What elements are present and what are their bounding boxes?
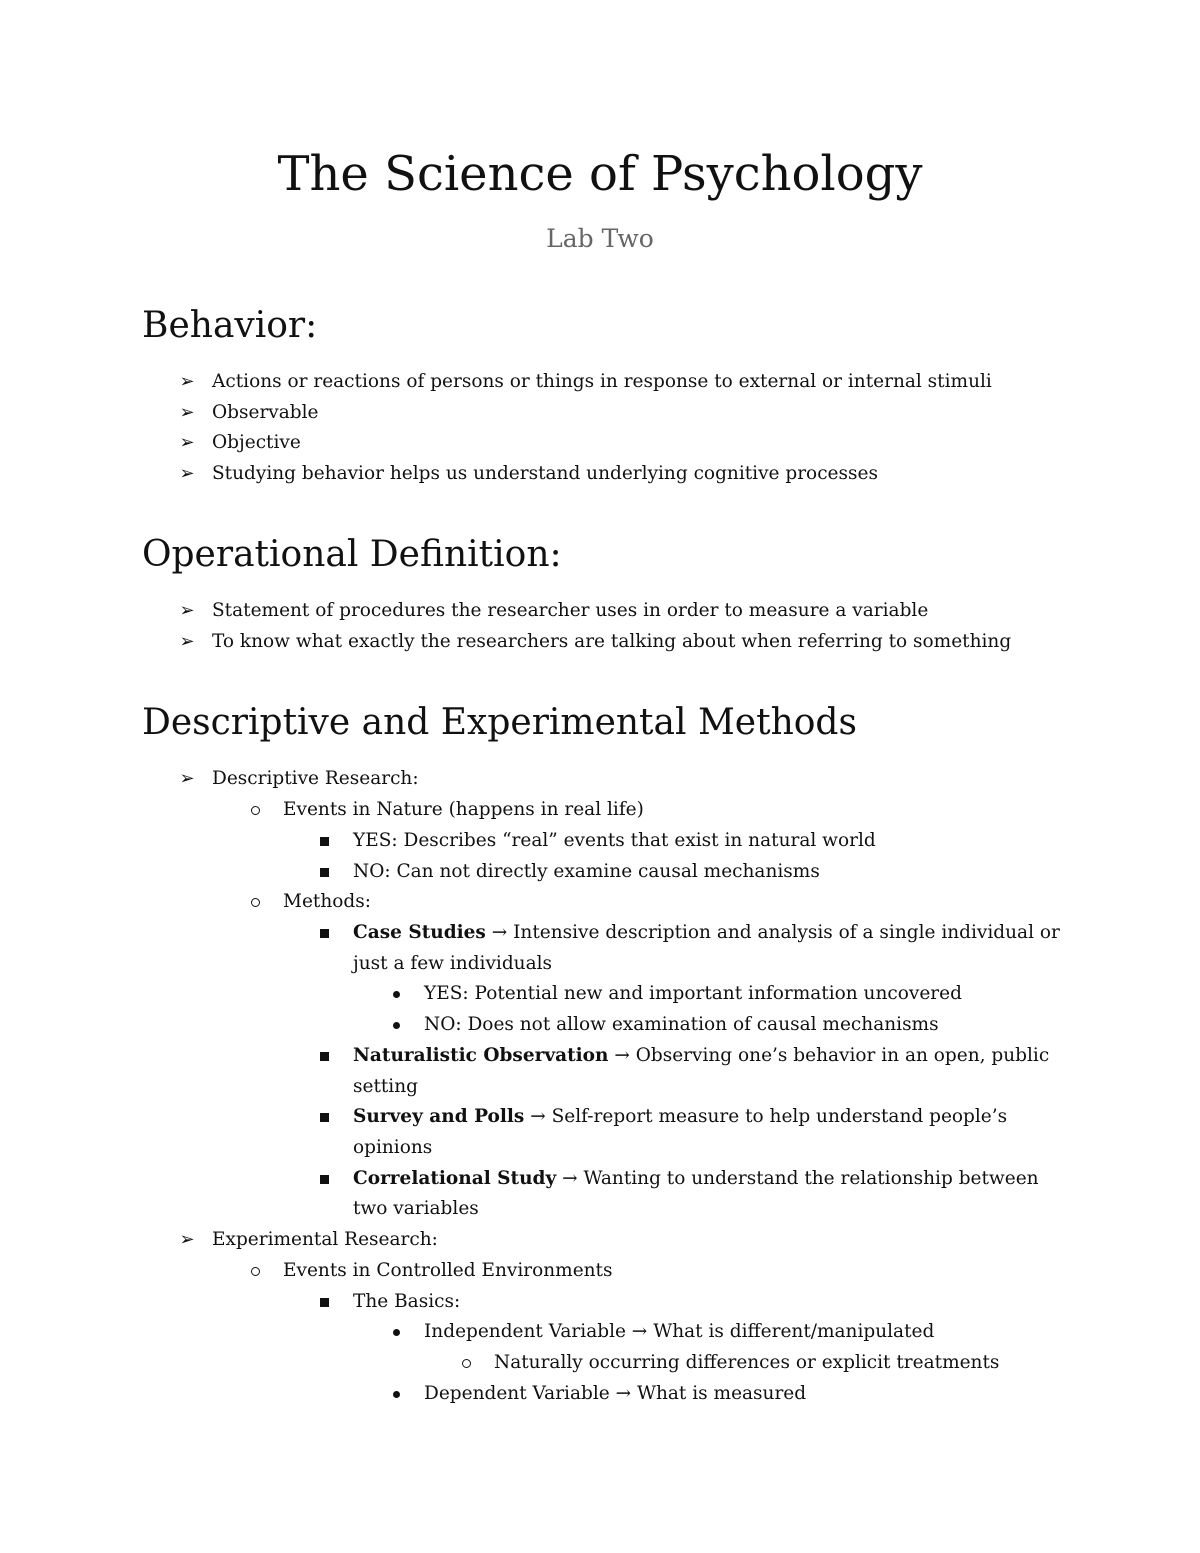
filled-square-bullet-icon [311,1102,337,1132]
arrowhead-bullet-icon: ➢ [179,463,195,484]
hollow-circle-bullet-icon [453,1348,479,1378]
list-item: NO: Can not directly examine causal mechanisms [353,861,820,882]
list-item: YES: Potential new and important information uncovered [424,983,962,1004]
list-item: Naturally occurring differences or explicit treatments [494,1352,1000,1373]
arrowhead-bullet-icon: ➢ [179,768,195,789]
arrow-separator: → [485,922,514,943]
arrowhead-bullet-icon: ➢ [179,631,195,652]
list-item-continuation: opinions [353,1137,433,1158]
term-naturalistic-observation: Naturalistic Observation [353,1045,609,1066]
heading-behavior: Behavior: [142,305,318,346]
list-item: Events in Nature (happens in real life) [283,799,644,820]
list-item: Dependent Variable → What is measured [424,1383,807,1404]
list-item: The Basics: [353,1291,461,1312]
list-item [353,918,1060,948]
arrowhead-bullet-icon: ➢ [179,600,195,621]
list-item: Objective [212,432,301,453]
list-item: Descriptive Research: [212,768,419,789]
list-item [353,1041,1049,1071]
filled-circle-bullet-icon [383,1010,409,1040]
heading-methods: Descriptive and Experimental Methods [142,702,857,743]
list-item [353,1102,1007,1132]
arrow-separator: → [608,1045,636,1066]
arrowhead-bullet-icon: ➢ [179,371,195,392]
filled-square-bullet-icon [311,1287,337,1317]
filled-square-bullet-icon [311,1164,337,1194]
definition-text: Wanting to understand the relationship between [583,1168,1039,1189]
filled-square-bullet-icon [311,826,337,856]
list-item: To know what exactly the researchers are talking about when referring to something [212,631,1012,652]
list-item-continuation: just a few individuals [353,953,553,974]
list-item: Methods: [283,891,371,912]
filled-circle-bullet-icon [383,979,409,1009]
document-title: The Science of Psychology [277,146,923,202]
arrowhead-bullet-icon: ➢ [179,1229,195,1250]
arrowhead-bullet-icon: ➢ [179,402,195,423]
definition-text: Intensive description and analysis of a single individual or [513,922,1060,943]
term-survey-and-polls: Survey and Polls [353,1106,525,1127]
hollow-circle-bullet-icon [242,1256,268,1286]
definition-text: Observing one’s behavior in an open, public [635,1045,1050,1066]
filled-square-bullet-icon [311,1041,337,1071]
arrow-separator: → [524,1106,552,1127]
list-item: Observable [212,402,319,423]
arrowhead-bullet-icon: ➢ [179,432,195,453]
list-item: Statement of procedures the researcher uses in order to measure a variable [212,600,929,621]
filled-square-bullet-icon [311,918,337,948]
definition-text: Self-report measure to help understand people’s [551,1106,1008,1127]
arrow-separator: → [556,1168,584,1189]
list-item: Actions or reactions of persons or things in response to external or internal stimuli [212,371,992,392]
list-item-continuation: setting [353,1076,418,1097]
list-item: YES: Describes “real” events that exist in natural world [353,830,876,851]
heading-operational-definition: Operational Definition: [142,534,562,575]
term-case-studies: Case Studies [353,922,486,943]
list-item [353,1164,1039,1194]
list-item: Events in Controlled Environments [283,1260,613,1281]
list-item: Studying behavior helps us understand underlying cognitive processes [212,463,878,484]
hollow-circle-bullet-icon [242,887,268,917]
hollow-circle-bullet-icon [242,795,268,825]
filled-square-bullet-icon [311,857,337,887]
filled-circle-bullet-icon [383,1379,409,1409]
term-correlational-study: Correlational Study [353,1168,557,1189]
list-item: Experimental Research: [212,1229,438,1250]
filled-circle-bullet-icon [383,1317,409,1347]
document-subtitle: Lab Two [546,224,654,253]
list-item-continuation: two variables [353,1198,479,1219]
list-item: Independent Variable → What is different/manipulated [424,1321,935,1342]
list-item: NO: Does not allow examination of causal mechanisms [424,1014,939,1035]
